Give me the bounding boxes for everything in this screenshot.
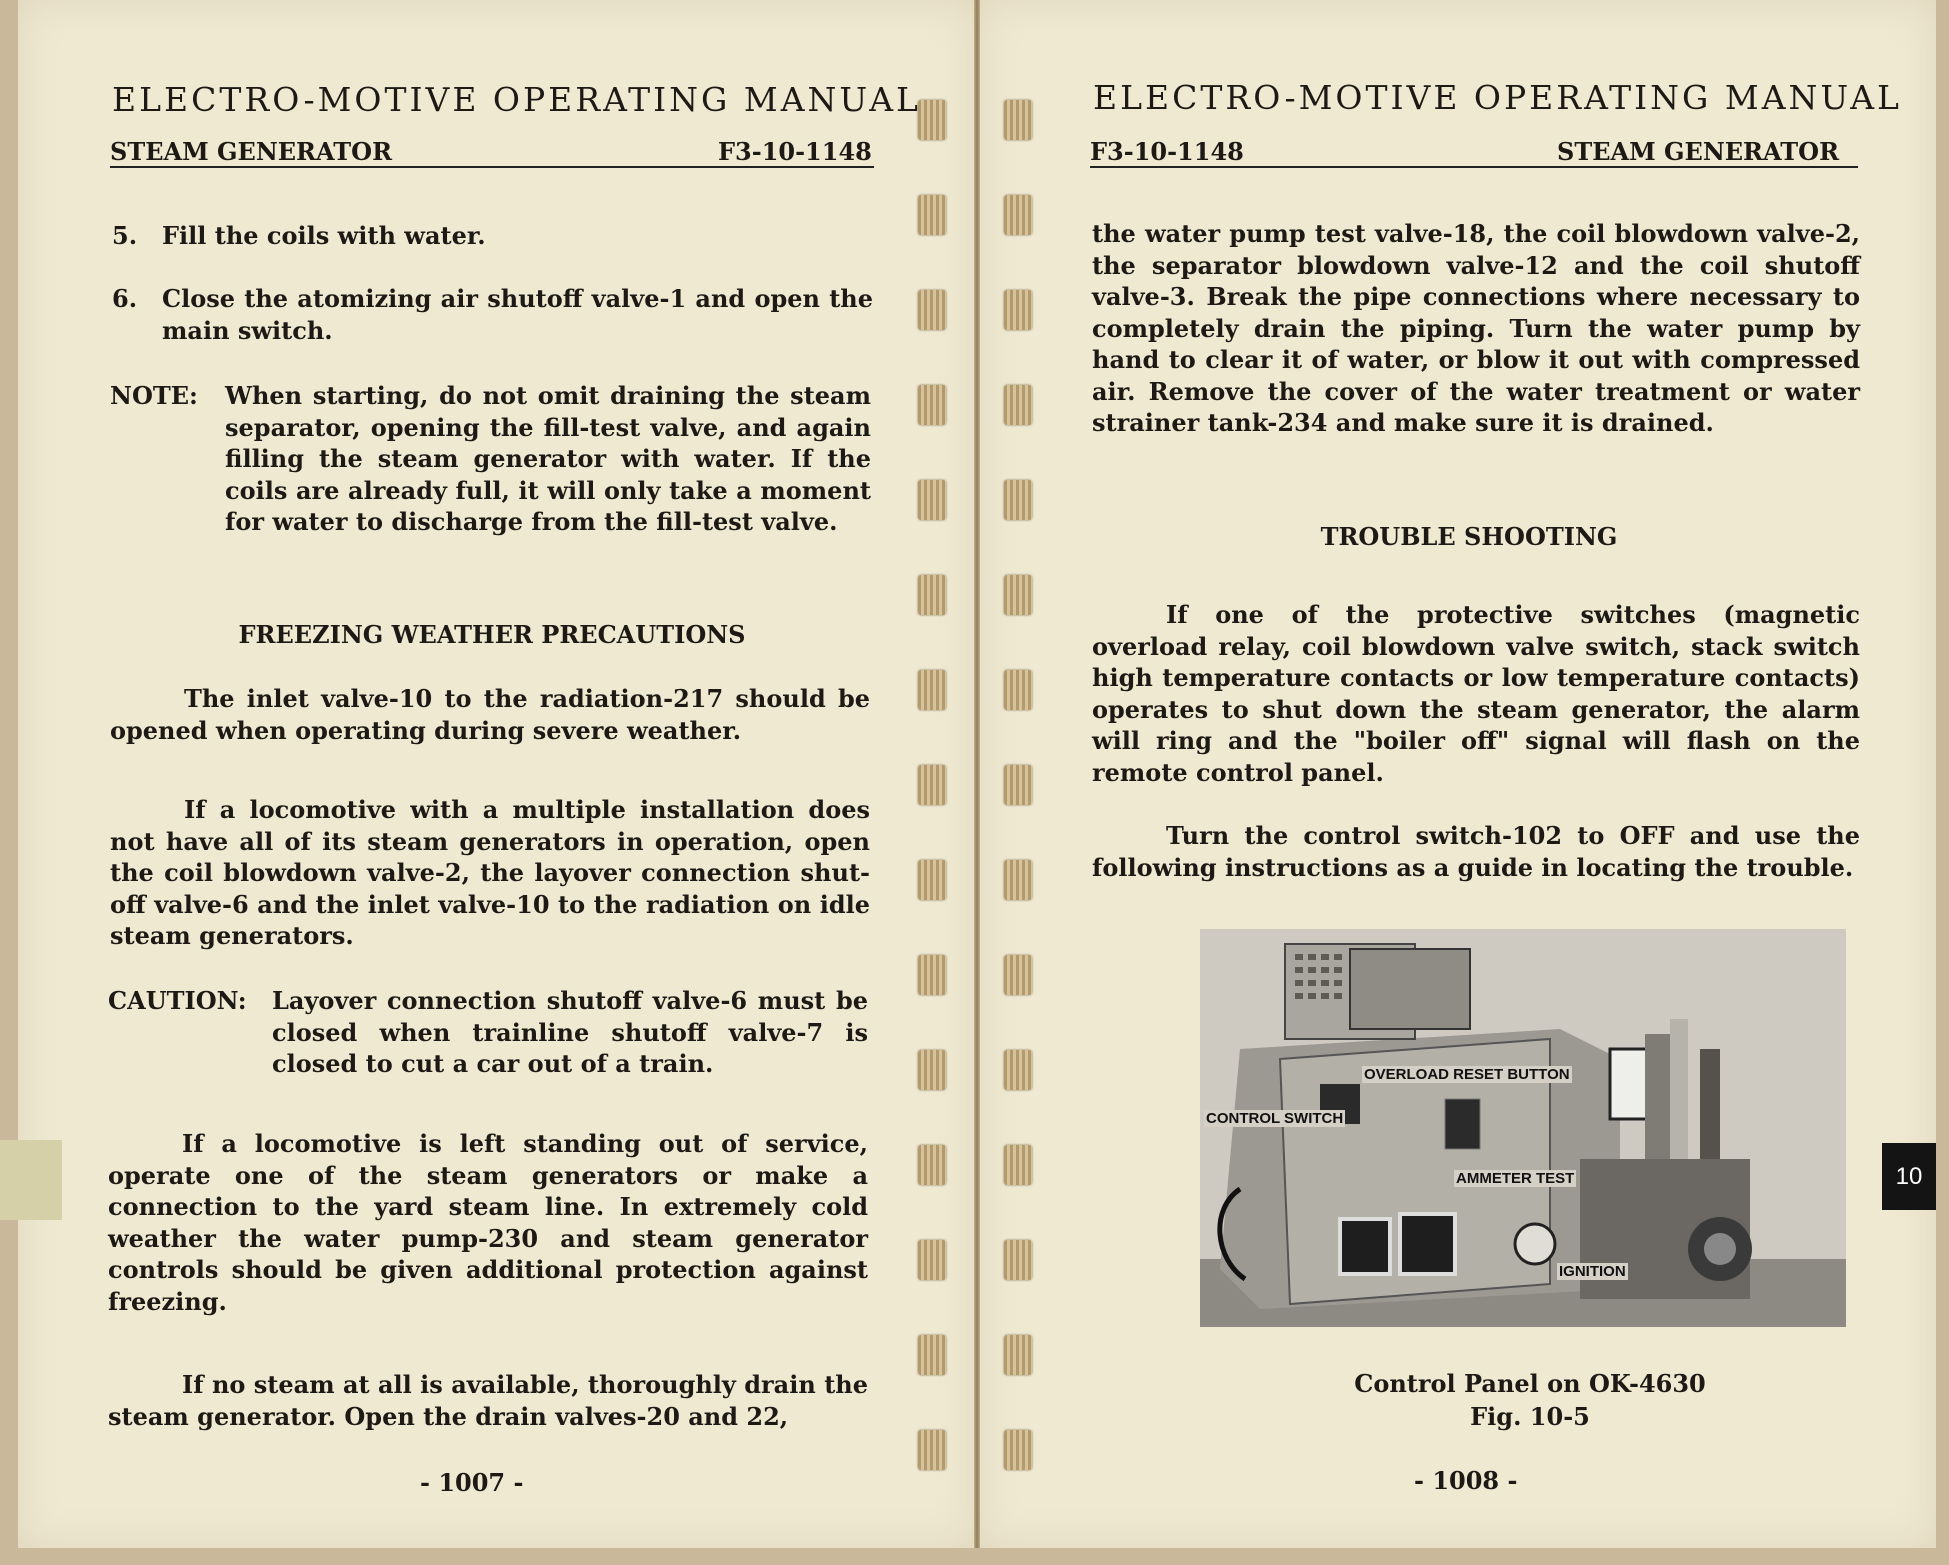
left-section-label: STEAM GENERATOR [110,137,393,166]
right-header-title: ELECTRO-MOTIVE OPERATING MANUAL [1093,78,1902,117]
left-page-number: - 1007 - [420,1468,524,1497]
para-continue-drain: the water pump test valve-18, the coil blowdown valve-2, the separator blowdown valve-12 and the coil shutoff valve-3. Break the pipe connections where necessary to completely drain the piping. Turn the water pump by hand to clear it of water, or blow it out with compressed air. Remove the cover of the water treatment or water strainer tank-234 and make sure it is drained. [1092,219,1860,437]
label-control-switch: CONTROL SWITCH [1206,1110,1344,1127]
right-header-rule [1090,166,1858,168]
right-page-number: - 1008 - [1414,1466,1518,1495]
chapter-tab: 10 [1882,1143,1936,1210]
right-doc-number: F3-10-1148 [1090,137,1244,166]
binding-ring-left [918,1430,946,1470]
figure-caption-title: Control Panel on OK-4630 [1354,1369,1706,1398]
para-inlet-valve: The inlet valve-10 to the radiation-217 should be opened when operating during severe weather. [110,684,870,745]
step5-text: Fill the coils with water. [162,221,486,250]
binding-ring-right [1004,290,1032,330]
binding-ring-left [918,860,946,900]
binding-ring-left [918,575,946,615]
caution-text: Layover connection shutoff valve-6 must be closed when trainline shutoff valve-7 is closed to cut a car out of a train. [272,986,868,1078]
para-multiple-installation: If a locomotive with a multiple installation does not have all of its steam generators in operation, open the coil blowdown valve-2, the layover connection shut-off valve-6 and the inlet valve-10 to the radiation on idle steam generators. [110,795,870,950]
label-ammeter-test: AMMETER TEST [1456,1170,1575,1187]
binding-ring-right [1004,1050,1032,1090]
binding-ring-left [918,195,946,235]
caution-label: CAUTION: [108,986,247,1015]
binding-ring-left [918,1050,946,1090]
binding-ring-right [1004,1335,1032,1375]
binding-ring-left [918,385,946,425]
note-text: When starting, do not omit draining the steam separator, opening the fill-test valve, and again filling the steam generator with water. If the coils are already full, it will only take a moment for water to discharge from the fill-test valve. [225,381,871,536]
binding-ring-left [918,670,946,710]
binding-ring-right [1004,100,1032,140]
binding-ring-left [918,1240,946,1280]
para-turn-control-switch: Turn the control switch-102 to OFF and use the following instructions as a guide in locating the trouble. [1092,821,1860,882]
left-header-title: ELECTRO-MOTIVE OPERATING MANUAL [112,80,921,119]
binding-ring-right [1004,955,1032,995]
step6-number: 6. [112,284,138,313]
figure-caption-number: Fig. 10-5 [1470,1402,1590,1431]
step6-text: Close the atomizing air shutoff valve-1 and open the main switch. [162,284,873,345]
book-gutter [974,0,980,1548]
binding-ring-right [1004,195,1032,235]
binding-ring-right [1004,1145,1032,1185]
trouble-heading: TROUBLE SHOOTING [1320,522,1618,551]
binding-ring-left [918,480,946,520]
label-overload-reset: OVERLOAD RESET BUTTON [1364,1066,1570,1083]
binding-ring-right [1004,860,1032,900]
para-no-steam: If no steam at all is available, thoroughly drain the steam generator. Open the drain valves-20 and 22, [108,1370,868,1431]
binding-ring-right [1004,1240,1032,1280]
control-panel-photo [1200,929,1846,1327]
binding-ring-right [1004,670,1032,710]
left-header-rule [110,166,874,168]
binding-ring-left [918,955,946,995]
binding-ring-right [1004,1430,1032,1470]
page-edge-tab [0,1140,62,1220]
para-left-standing: If a locomotive is left standing out of service, operate one of the steam generators or make a connection to the yard steam line. In extremely cold weather the water pump-230 and steam generator controls should be given additional protection against freezing. [108,1129,868,1316]
note-label: NOTE: [110,381,198,410]
label-ignition: IGNITION [1559,1263,1626,1280]
binding-ring-left [918,290,946,330]
binding-ring-left [918,1145,946,1185]
binding-ring-left [918,100,946,140]
para-protective-switches: If one of the protective switches (magnetic overload relay, coil blowdown valve switch, stack switch high temperature contacts or low temperature contacts) operates to shut down the steam generator, the alarm will ring and the "boiler off" signal will flash on the remote control panel. [1092,600,1860,787]
binding-ring-left [918,765,946,805]
binding-ring-right [1004,575,1032,615]
binding-ring-left [918,1335,946,1375]
control-panel-illustration [1200,929,1846,1327]
right-section-label: STEAM GENERATOR [1557,137,1840,166]
step5-number: 5. [112,221,138,250]
binding-ring-right [1004,765,1032,805]
binding-ring-right [1004,480,1032,520]
binding-ring-right [1004,385,1032,425]
freezing-heading: FREEZING WEATHER PRECAUTIONS [238,620,746,649]
left-doc-number: F3-10-1148 [718,137,872,166]
